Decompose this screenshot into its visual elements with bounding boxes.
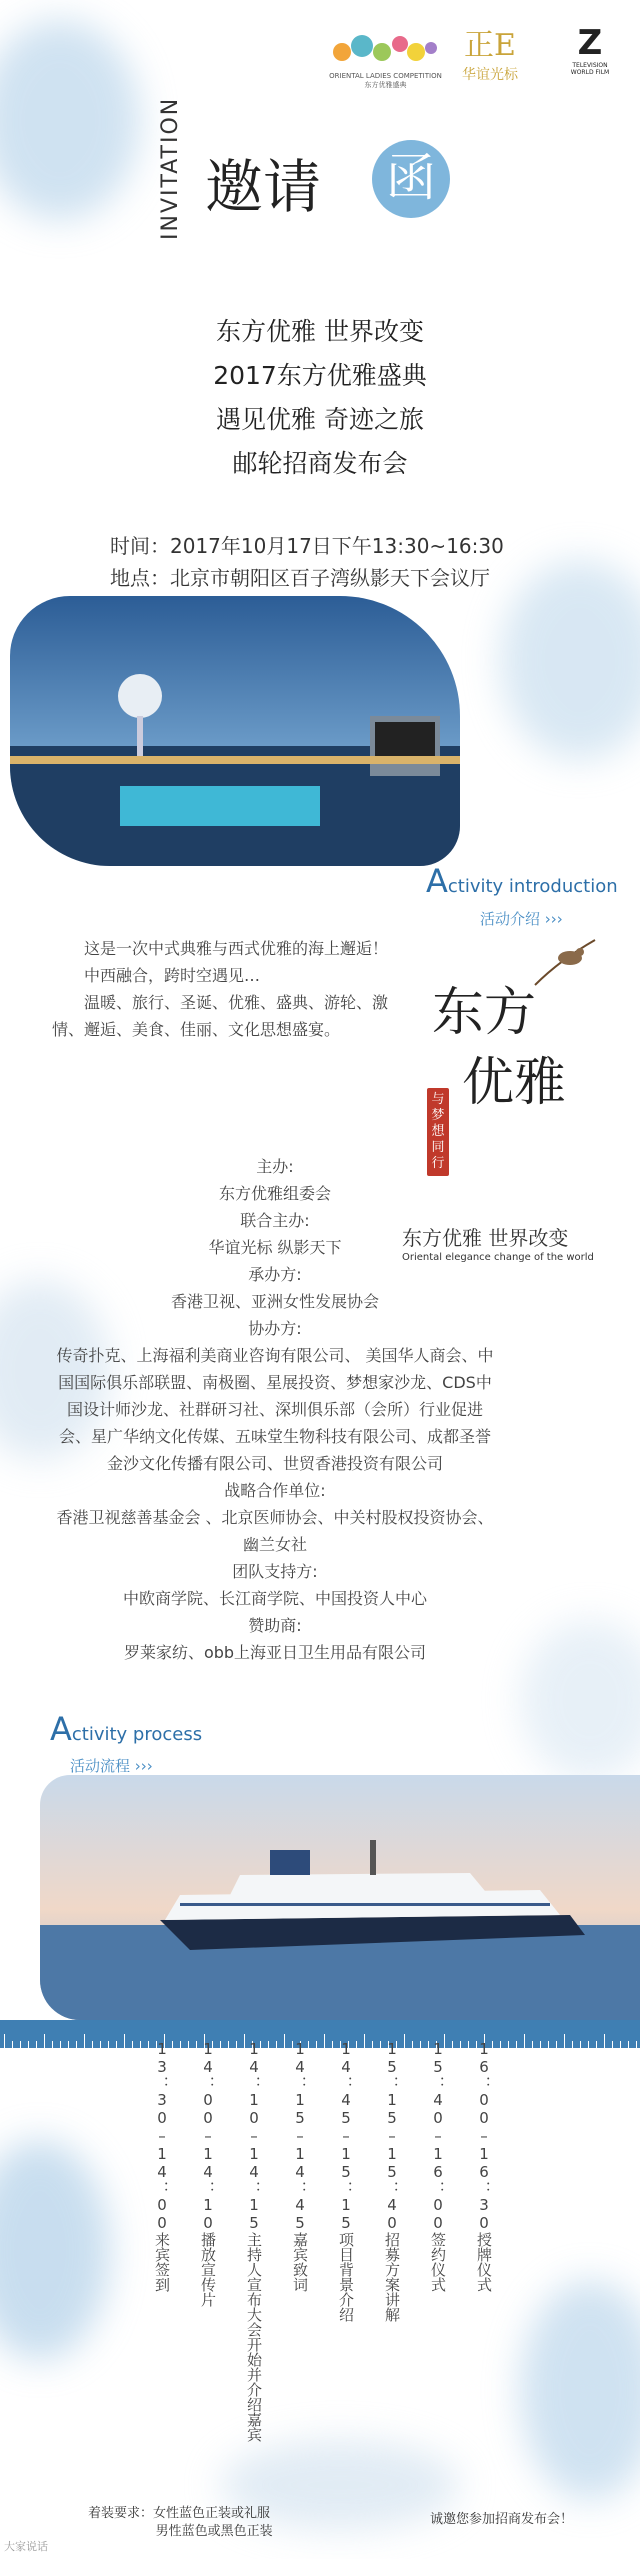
oriental-ladies-caption: ORIENTAL LADIES COMPETITION 东方优雅盛典 [329, 72, 442, 89]
ruler-tick [20, 2041, 21, 2048]
ruler-tick [636, 2041, 637, 2048]
invite-note: 诚邀您参加招商发布会！ [430, 2512, 574, 2527]
headline-line: 2017东方优雅盛典 [213, 361, 427, 390]
ruler-tick [356, 2041, 357, 2048]
ruler-tick [364, 2034, 365, 2048]
ruler-tick [108, 2041, 109, 2048]
schedule-item: 14：15–14：45嘉宾致词 [291, 2040, 309, 2292]
org-line: 香港卫视慈善基金会 、北京医师协会、中关村股权投资协会、幽兰女社 [56, 1508, 494, 1554]
ruler-tick [460, 2041, 461, 2048]
tv-world-logo: Z TELEVISION WORLD FILM [570, 23, 610, 76]
ruler-tick [180, 2041, 181, 2048]
watermark: 大家说话 [4, 2540, 48, 2553]
ruler-tick [220, 2041, 221, 2048]
ruler-tick [76, 2041, 77, 2048]
ruler-tick [52, 2041, 53, 2048]
ruler-tick [604, 2034, 605, 2048]
ruler-tick [132, 2041, 133, 2048]
ruler-tick [268, 2041, 269, 2048]
intro-paragraph: 这是一次中式典雅与西式优雅的海上邂逅！ 中西融合，跨时空遇见… 温暖、旅行、圣诞、优雅、盛典、游轮、激情、邂逅、美食、佳丽、文化思想盛宴。 [52, 939, 389, 1039]
watercolor-splash [0, 2140, 110, 2360]
org-line: 中欧商学院、长江商学院、中国投资人中心 [122, 1589, 427, 1608]
ruler-tick [236, 2041, 237, 2048]
intro-heading: Activity introduction [426, 862, 618, 900]
brand-slogan-en: Oriental elegance change of the world [402, 1252, 594, 1263]
ruler-tick [548, 2041, 549, 2048]
red-seal-stamp: 与梦想同行 [427, 1088, 449, 1176]
ruler-tick [188, 2041, 189, 2048]
ruler-tick [500, 2041, 501, 2048]
watercolor-splash [520, 2280, 640, 2500]
headline-line: 遇见优雅 奇迹之旅 [216, 405, 424, 434]
ruler-tick [588, 2041, 589, 2048]
headline [0, 310, 640, 486]
ruler-tick [532, 2041, 533, 2048]
ruler-tick [468, 2041, 469, 2048]
headline-line: 东方优雅 世界改变 [216, 317, 424, 346]
org-line: 赞助商: [248, 1616, 302, 1635]
schedule-item: 14：45–15：15项目背景介绍 [337, 2040, 355, 2322]
schedule-item: 14：10–14：15主持人宣布大会开始并介绍嘉宾 [245, 2040, 263, 2442]
org-line: 香港卫视、亚洲女性发展协会 [170, 1292, 379, 1311]
ruler-tick [68, 2041, 69, 2048]
org-line: 团队支持方: [232, 1562, 318, 1581]
ruler-tick [508, 2041, 509, 2048]
ruler-tick [372, 2041, 373, 2048]
process-heading: Activity process [50, 1710, 203, 1748]
ruler-tick [620, 2041, 621, 2048]
ruler-tick [100, 2041, 101, 2048]
ruler-tick [228, 2041, 229, 2048]
invitation-vertical-word: INVITATION [158, 96, 183, 240]
intro-subheading: 活动介绍 ››› [480, 910, 563, 928]
ruler-tick [92, 2041, 93, 2048]
ruler-tick [412, 2041, 413, 2048]
ruler-tick [36, 2041, 37, 2048]
page-title: 邀请 [205, 153, 322, 221]
cruise-deck-photo [10, 596, 460, 866]
ruler-tick [540, 2041, 541, 2048]
ruler-tick [332, 2041, 333, 2048]
process-subheading: 活动流程 ››› [70, 1757, 153, 1775]
schedule-item: 15：15–15：40招募方案讲解 [383, 2040, 401, 2322]
org-line: 传奇扑克、上海福利美商业咨询有限公司、 美国华人商会、中国国际俱乐部联盟、南极圈、星展投资、梦想家沙龙、CDS中国设计师沙龙、社群研习社、深圳俱乐部（会所）行业促进会、星广华纳文化传媒、五味堂生物科技有限公司、成都圣誉金沙文化传播有限公司、世贸香港投资有限公司 [56, 1346, 494, 1473]
ruler-tick [628, 2041, 629, 2048]
org-line: 联合主办: [240, 1211, 310, 1230]
brand-calligraphy: 东方 优雅 [432, 983, 567, 1113]
cruise-ship-photo [40, 1775, 640, 2020]
ruler-tick [580, 2041, 581, 2048]
org-line: 华谊光标 纵影天下 [208, 1238, 342, 1257]
headline-line: 邮轮招商发布会 [232, 449, 408, 478]
watercolor-splash [520, 1620, 640, 1780]
ruler-tick [140, 2041, 141, 2048]
org-line: 协办方: [248, 1319, 302, 1338]
organizers-list [55, 1153, 495, 1666]
ruler-tick [276, 2041, 277, 2048]
event-time: 时间：2017年10月17日下午13:30~16:30 [110, 534, 504, 558]
watercolor-splash [0, 20, 140, 220]
ruler-tick [124, 2034, 125, 2048]
dress-code: 着装要求：女性蓝色正装或礼服 男性蓝色或黑色正装 [88, 2506, 273, 2539]
ruler-tick [324, 2034, 325, 2048]
brand-slogan: 东方优雅 世界改变 [402, 1226, 569, 1250]
ruler-tick [420, 2041, 421, 2048]
ruler-tick [284, 2034, 285, 2048]
ruler-tick [116, 2041, 117, 2048]
ruler-tick [28, 2041, 29, 2048]
org-line: 承办方: [248, 1265, 302, 1284]
org-line: 主办: [256, 1157, 294, 1176]
timeline-ruler [0, 2020, 640, 2048]
title-circle: 函 [372, 140, 450, 218]
ruler-tick [524, 2034, 525, 2048]
schedule-item: 15：40–16：00签约仪式 [429, 2040, 447, 2292]
ruler-tick [564, 2034, 565, 2048]
ruler-tick [612, 2041, 613, 2048]
schedule-item: 14：00–14：10播放宣传片 [199, 2040, 217, 2307]
org-line: 罗莱家纺、obb上海亚日卫生用品有限公司 [123, 1643, 427, 1662]
ruler-tick [44, 2034, 45, 2048]
oriental-ladies-logo [330, 30, 440, 70]
ruler-tick [12, 2041, 13, 2048]
ruler-tick [572, 2041, 573, 2048]
huayi-logo: 正E 华谊光标 [462, 28, 518, 83]
ruler-tick [516, 2041, 517, 2048]
schedule-item: 16：00–16：30授牌仪式 [475, 2040, 493, 2292]
ruler-tick [404, 2034, 405, 2048]
event-place: 地点：北京市朝阳区百子湾纵影天下会议厅 [110, 566, 490, 590]
ruler-tick [452, 2041, 453, 2048]
ruler-tick [84, 2034, 85, 2048]
ruler-tick [316, 2041, 317, 2048]
chevrons-icon: ››› [544, 910, 563, 928]
watercolor-splash [500, 560, 640, 760]
ruler-tick [556, 2041, 557, 2048]
org-line: 战略合作单位: [224, 1481, 326, 1500]
chevrons-icon: ››› [134, 1757, 153, 1775]
ruler-tick [148, 2041, 149, 2048]
org-line: 东方优雅组委会 [218, 1184, 331, 1203]
ruler-tick [596, 2041, 597, 2048]
ruler-tick [4, 2034, 5, 2048]
ruler-tick [60, 2041, 61, 2048]
schedule-item: 13：30–14：00来宾签到 [153, 2040, 171, 2292]
ruler-tick [172, 2041, 173, 2048]
